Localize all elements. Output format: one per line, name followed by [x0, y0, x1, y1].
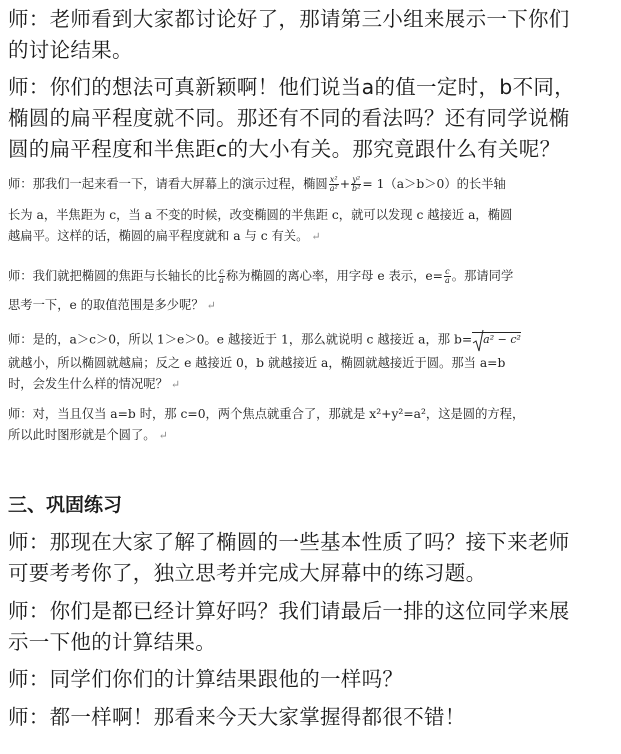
- text-line: 圆的扁平程度和半焦距c的大小有关。那究竟跟什么有关呢？: [8, 137, 561, 161]
- fraction-denominator: a²: [329, 184, 338, 193]
- text-line: [8, 329, 614, 351]
- text-line: 师：你们是都已经计算好吗？我们请最后一排的这位同学来展: [8, 599, 570, 623]
- paragraph-return-icon: ↵: [170, 378, 181, 391]
- text-line: [8, 425, 614, 446]
- text-segment: 时，会发生什么样的情况呢？: [8, 377, 168, 391]
- text-segment: 师：是的，a＞c＞0，所以 1＞e＞0。e 越接近于 1，那么就说明 c 越接近 a，那 b=: [8, 332, 473, 347]
- plus-sign: +: [339, 177, 351, 191]
- text-line: 椭圆的扁平程度就不同。那还有不同的看法吗？还有同学说椭: [8, 106, 570, 130]
- text-segment: 就越小，所以椭圆就越扁；反之 e 越接近 0，b 就越接近 a，椭圆就越接近于圆。那当 a=b: [8, 356, 506, 370]
- text-line: [8, 205, 614, 226]
- fraction-denominator: a: [219, 276, 224, 285]
- paragraph-teacher-2: [8, 72, 612, 165]
- text-segment: 长为 a，半焦距为 c，当 a 不变的时候，改变椭圆的半焦距 c，就可以发现 c 越接近 a，椭圆: [8, 208, 513, 222]
- paragraph-return-icon: ↵: [206, 299, 216, 312]
- text-segment: 师：对，当且仅当 a=b 时，那 c=0，两个焦点就重合了，那就是 x²+y²=a²，这是圆的方程，: [8, 407, 525, 421]
- text-line: 师：那现在大家了解了椭圆的一些基本性质了吗？接下来老师: [8, 530, 570, 554]
- radicand: a² − c²: [472, 332, 521, 346]
- paragraph-teacher-5: [8, 664, 612, 695]
- text-line: 师：都一样啊！那看来今天大家掌握得都很不错！: [8, 705, 466, 729]
- fraction-c-a-2: [444, 268, 451, 285]
- text-line: [8, 295, 614, 316]
- square-root-expression: [472, 329, 521, 351]
- fraction-denominator: b²: [352, 184, 361, 193]
- fraction-y2-b2: [351, 176, 361, 193]
- text-line: [8, 226, 614, 247]
- fraction-numerator: c: [219, 267, 224, 276]
- text-line: 示一下他的计算结果。: [8, 630, 216, 654]
- fraction-denominator: a: [444, 276, 450, 285]
- text-line: 师：同学们你们的计算结果跟他的一样吗？: [8, 667, 404, 691]
- text-line: [8, 353, 614, 374]
- text-segment: 称为椭圆的离心率，用字母 e 表示，e=: [225, 269, 443, 283]
- paragraph-circle: [8, 404, 614, 446]
- paragraph-teacher-1: [8, 4, 612, 66]
- text-line: [8, 174, 614, 195]
- fraction-numerator: c: [445, 267, 450, 276]
- paragraph-return-icon: ↵: [311, 230, 321, 243]
- text-segment: 越扁平。这样的话，椭圆的扁平程度就和 a 与 c 有关。: [8, 229, 309, 243]
- text-line: [8, 266, 614, 287]
- text-segment: 思考一下，e 的取值范围是多少呢？: [8, 298, 204, 312]
- paragraph-range: [8, 329, 614, 395]
- text-segment: = 1（a＞b＞0）的长半轴: [362, 177, 506, 191]
- fraction-c-a: [218, 268, 225, 285]
- paragraph-teacher-4: [8, 596, 612, 658]
- text-line: 的讨论结果。: [8, 38, 133, 62]
- text-line: 可要考考你了，独立思考并完成大屏幕中的练习题。: [8, 561, 487, 585]
- section-heading: 三、巩固练习: [8, 494, 123, 516]
- paragraph-demo: [8, 174, 614, 247]
- text-segment: 。那请同学: [451, 269, 514, 283]
- paragraph-eccentricity: [8, 266, 614, 316]
- fraction-x2-a2: [329, 176, 339, 193]
- text-segment: 师：那我们一起来看一下，请看大屏幕上的演示过程，椭圆: [8, 177, 328, 191]
- text-line: 师：你们的想法可真新颖啊！他们说当a的值一定时，b不同，: [8, 75, 575, 99]
- paragraph-return-icon: ↵: [158, 429, 168, 442]
- text-segment: 所以此时图形就是个圆了。: [8, 428, 156, 442]
- fraction-numerator: y²: [352, 175, 361, 184]
- fraction-numerator: x²: [329, 175, 338, 184]
- paragraph-teacher-3: [8, 527, 612, 589]
- paragraph-teacher-6: [8, 702, 612, 733]
- text-line: [8, 374, 614, 395]
- text-line: 师：老师看到大家都讨论好了，那请第三小组来展示一下你们: [8, 7, 570, 31]
- text-segment: 师：我们就把椭圆的焦距与长轴长的比: [8, 269, 218, 283]
- text-line: [8, 404, 614, 425]
